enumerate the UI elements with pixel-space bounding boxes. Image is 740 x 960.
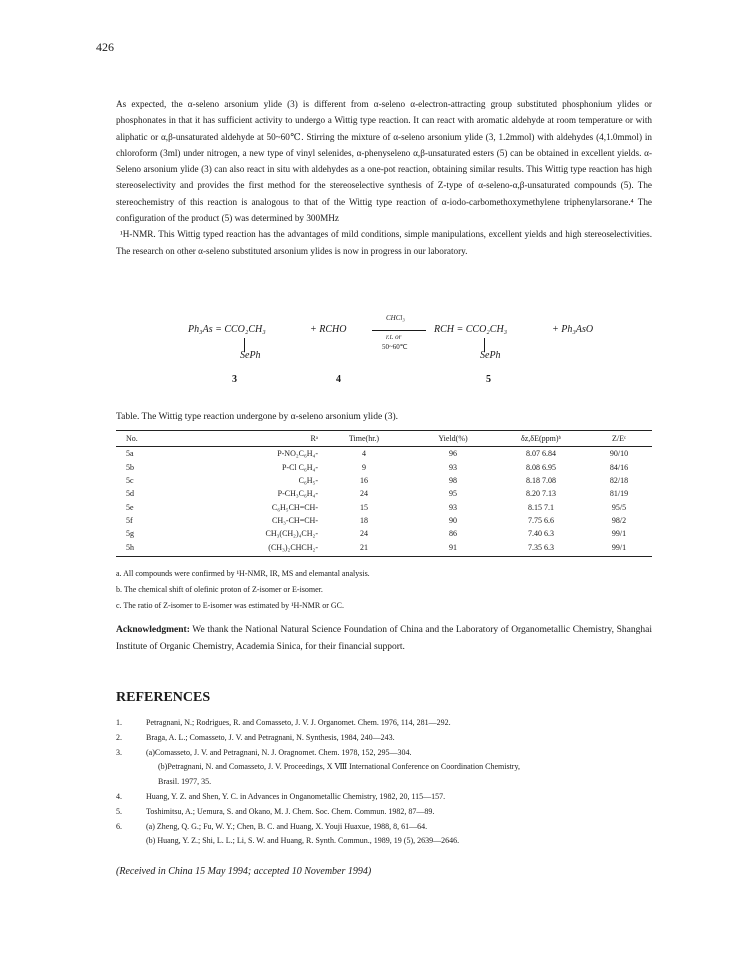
cell-ratio: 99/1 [611, 529, 627, 539]
cell-r: C₆H₅CH=CH- [271, 502, 318, 512]
reference-line: (a) Zheng, Q. G.; Fu, W. Y.; Chen, B. C. and Huang, X. Youji Huaxue, 1988, 8, 61—64. [146, 821, 428, 831]
cell-time: 15 [360, 502, 368, 512]
header-yield: Yield(%) [410, 431, 496, 447]
cell-r: (CH₃)₂CHCH₂- [196, 541, 318, 557]
cell-no: 5b [126, 462, 134, 472]
acknowledgment-text: We thank the National Natural Science Foundation of China and the Laboratory of Organometallic Chemistry, Shanghai Institute of Organic Chemistry, Academia Sinica, for their financial support. [116, 625, 652, 652]
byproduct-formula: + Ph₃AsO [552, 324, 594, 335]
cell-no: 5h [116, 541, 196, 557]
cell-time: 18 [360, 516, 368, 526]
header-time: Time(hr.) [318, 431, 410, 447]
reference-line: (b) Huang, Y. Z.; Shi, L. L.; Li, S. W. and Huang, R. Synth. Commun., 1989, 19 (5), 2639—2646. [146, 836, 460, 846]
reference-number: 5. [116, 806, 122, 816]
cell-no: 5d [126, 489, 134, 499]
cell-time: 21 [318, 541, 410, 557]
reference-number: 1. [116, 718, 122, 727]
paragraph-2: ¹H-NMR. This Wittig typed reaction has the advantages of mild conditions, simple manipulations, excellent yields and high stereoselectivities. The research on other α-seleno substituted arsonium ylides is now in progress in our laboratory. [116, 229, 652, 256]
reaction-arrow [372, 330, 426, 331]
reference-number: 2. [116, 732, 122, 742]
cell-shift: 8.15 7.1 [528, 502, 554, 512]
reference-line: (b)Petragnani, N. and Comasseto, J. V. Proceedings, X Ⅷ International Conference on Coordination Chemistry, [158, 762, 520, 772]
note-c: c. The ratio of Z-isomer to E-isomer was estimated by ¹H-NMR or GC. [116, 601, 344, 610]
reference-item [116, 731, 652, 746]
reference-item [116, 746, 652, 790]
cell-shift: 7.35 6.3 [496, 541, 586, 557]
reference-item [116, 790, 652, 805]
reagent-bottom: 50~60℃ [382, 343, 408, 351]
body-text [116, 96, 652, 259]
reference-item [116, 820, 652, 850]
table-row [116, 541, 652, 557]
reagent-top: CHCl₃ [386, 314, 405, 322]
cell-yield: 96 [449, 449, 457, 459]
cell-no: 5c [126, 475, 134, 485]
cell-r: CH₃-CH=CH- [272, 516, 318, 526]
cell-ratio: 98/2 [611, 516, 627, 526]
cell-ratio: 95/5 [611, 502, 627, 512]
reference-number: 3. [116, 747, 122, 757]
reference-line: Brasil. 1977, 35. [158, 777, 212, 787]
table-row [116, 460, 652, 473]
page-number: 426 [96, 40, 114, 54]
table-notes [116, 566, 370, 614]
reference-item [116, 716, 652, 731]
reaction-scheme [116, 316, 652, 412]
cell-r: P-Cl C₆H₄- [281, 462, 318, 472]
reference-line: Huang, Y. Z. and Shen, Y. C. in Advances in Onganometallic Chemistry, 1982, 20, 115—157. [146, 791, 446, 801]
table-row [116, 447, 652, 461]
header-ratio: Z/Eᶜ [586, 431, 652, 447]
note-b: b. The chemical shift of olefinic proton of Z-isomer or E-isomer. [116, 585, 323, 594]
header-r: Rᵃ [196, 431, 318, 447]
cell-ratio: 84/16 [609, 462, 629, 472]
compound-label-3: 3 [232, 374, 237, 385]
cell-yield: 95 [449, 489, 457, 499]
cell-no: 5f [126, 516, 133, 526]
table-row [116, 527, 652, 540]
note-a: a. All compounds were confirmed by ¹H-NMR, IR, MS and elemantal analysis. [116, 569, 370, 578]
cell-yield: 86 [449, 529, 457, 539]
cell-yield: 90 [449, 516, 457, 526]
received-dates: (Received in China 15 May 1994; accepted 10 November 1994) [116, 866, 372, 877]
reference-line: Petragnani, N.; Rodrigues, R. and Comasseto, J. V. J. Organomet. Chem. 1976, 114, 281—292. [146, 718, 451, 727]
cell-shift: 8.07 6.84 [526, 449, 556, 459]
cell-time: 9 [362, 462, 366, 472]
cell-shift: 7.40 6.3 [528, 529, 554, 539]
cell-shift: 8.18 7.08 [526, 475, 556, 485]
table-header-row [116, 431, 652, 447]
cell-r: P-NO₂C₆H₄- [277, 449, 318, 459]
cell-yield: 93 [449, 462, 457, 472]
references-list [116, 716, 652, 849]
reference-line: (a)Comasseto, J. V. and Petragnani, N. J. Oragnomet. Chem. 1978, 152, 295—304. [146, 747, 412, 757]
cell-r: P-CH₃C₆H₄- [277, 489, 318, 499]
cell-r: C₆H₅- [298, 475, 318, 485]
compound-label-4: 4 [336, 374, 341, 385]
results-table [116, 430, 652, 557]
reference-number: 4. [116, 791, 122, 801]
cell-no: 5g [126, 529, 134, 539]
cell-ratio: 82/18 [609, 475, 629, 485]
cell-shift: 7.75 6.6 [528, 516, 554, 526]
table-row [116, 487, 652, 500]
product-formula: RCH = CCO₂CH₃ [434, 324, 508, 335]
reagent-mid: r.t. or [386, 333, 402, 341]
cell-ratio: 99/1 [586, 541, 652, 557]
cell-ratio: 90/10 [609, 449, 629, 459]
table-row [116, 501, 652, 514]
ylide-formula: Ph₃As = CCO₂CH₃ [188, 324, 266, 335]
plus-aldehyde: + RCHO [310, 324, 347, 335]
cell-time: 24 [360, 529, 368, 539]
reference-number: 6. [116, 821, 122, 831]
cell-yield: 93 [449, 502, 457, 512]
cell-time: 4 [362, 449, 366, 459]
cell-time: 24 [360, 489, 368, 499]
compound-label-5: 5 [486, 374, 491, 385]
reference-item [116, 805, 652, 820]
cell-no: 5a [126, 449, 134, 459]
header-no: No. [116, 431, 196, 447]
seph-right: SePh [480, 350, 501, 361]
cell-ratio: 81/19 [609, 489, 629, 499]
reference-line: Braga, A. L.; Comasseto, J. V. and Petragnani, N. Synthesis, 1984, 240—243. [146, 732, 395, 742]
cell-time: 16 [360, 475, 368, 485]
cell-r: CH₃(CH₂)₄CH₂- [265, 529, 318, 539]
acknowledgment-heading: Acknowledgment: [116, 625, 190, 635]
seph-left: SePh [240, 350, 261, 361]
table-row [116, 514, 652, 527]
table-row [116, 474, 652, 487]
cell-shift: 8.20 7.13 [526, 489, 556, 499]
acknowledgment [116, 622, 652, 655]
reference-line: Toshimitsu, A.; Uemura, S. and Okano, M. J. Chem. Soc. Chem. Commun. 1982, 87—89. [146, 806, 435, 816]
table-caption: Table. The Wittig type reaction undergone by α-seleno arsonium ylide (3). [116, 412, 398, 422]
header-shift: δz,δE(ppm)ᵇ [496, 431, 586, 447]
paragraph-1: As expected, the α-seleno arsonium ylide (3) is different from α-seleno α-electron-attracting group substituted phosphonium ylides or phosphonates in that it has sufficient activity to undergo a Wittig type reaction. It can react with aromatic aldehyde at room temperature or with aliphatic or α,β-unsaturated aldehyde at 50~60℃. Stirring the mixture of α-seleno arsonium ylide (3, 1.2mmol) with aldehydes (4,1.0mmol) in chloroform (3ml) under nitrogen, a new type of vinyl selenides, α-phenyseleno α,β-unsaturated esters (5) can be obtained in excellent yields. α-Seleno arsonium ylide (3) can also react in situ with aldehydes as a one-pot reaction, obtaining similar results. This Wittig type reaction has high stereoselectivity and provides the first method for the stereoselective synthesis of Z-type of α-seleno-α,β-unsaturated compounds (5). The stereochemistry of this reaction is analogous to that of the Wittig type reaction of α-iodo-carbomethoxymethylene triphenylarsorane.⁴ The configuration of the product (5) was determined by 300MHz [116, 99, 652, 224]
references-title: REFERENCES [116, 690, 211, 705]
cell-no: 5e [126, 502, 134, 512]
cell-shift: 8.08 6.95 [526, 462, 556, 472]
cell-yield: 91 [410, 541, 496, 557]
cell-yield: 98 [449, 475, 457, 485]
